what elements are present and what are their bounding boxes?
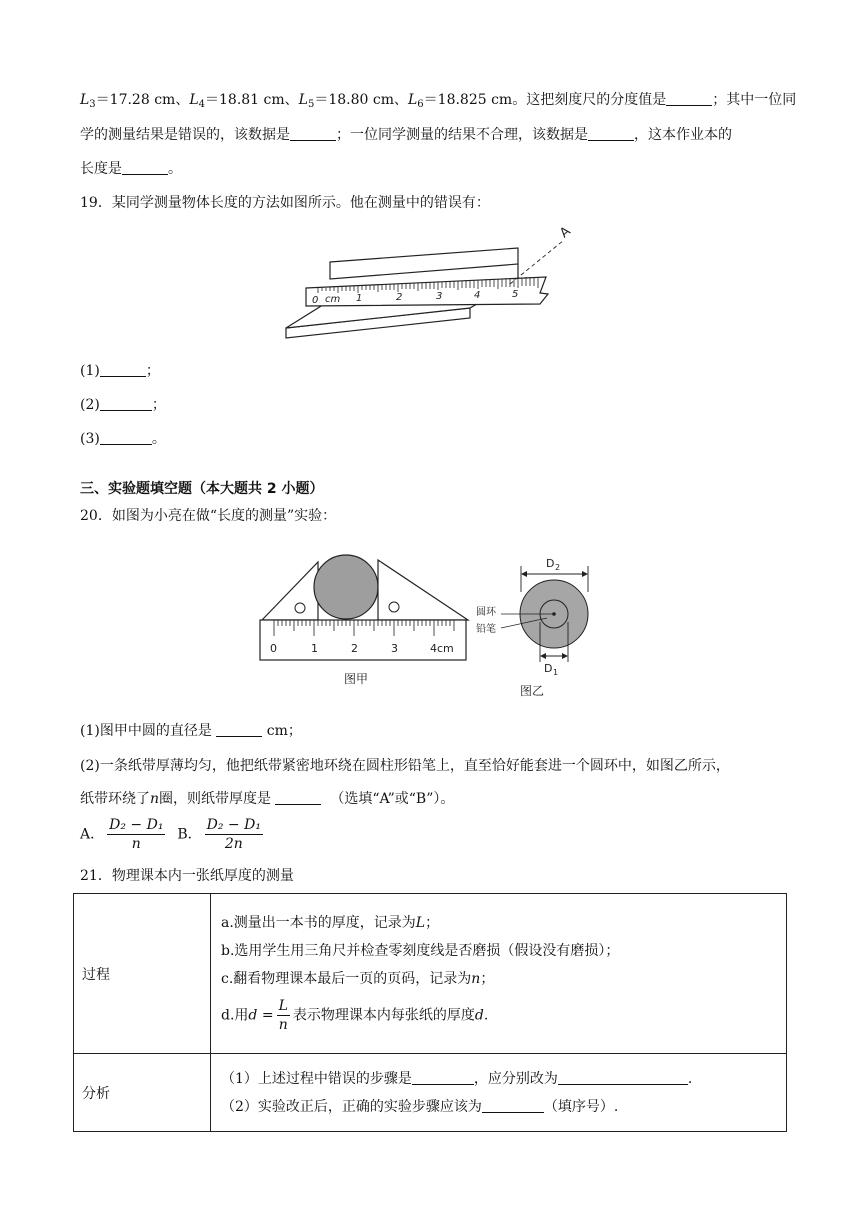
q20-options [80, 816, 266, 853]
q20-figure-b [474, 552, 600, 698]
pencil-label: 铅笔 [476, 624, 496, 635]
answer-blank[interactable] [100, 396, 152, 411]
q20-sub1: (1)图甲中圆的直径是 cm； [80, 723, 302, 739]
step-d-formula: $\frac{L}{n}$ [278, 998, 288, 1033]
d1-label: D [544, 662, 553, 675]
measured-circle [314, 555, 378, 619]
q19-stem: 19．某同学测量物体长度的方法如图所示。他在测量中的错误有： [80, 195, 490, 211]
answer-blank[interactable] [290, 126, 336, 141]
option-b-label: B． [177, 826, 202, 843]
svg-text:1: 1 [553, 668, 559, 677]
q20-figure-a [258, 540, 474, 690]
ruler-label-2: 2 [396, 292, 403, 303]
ruler-label-4cm: 4cm [430, 642, 454, 655]
q18-line-1: $L_3=17.28$ cm、$L_4=18.81$ cm、$L_5=18.80$ cm、$L_6=18.825$ cm。这把刻度尺的分度值是 ；其中一位同 [80, 92, 797, 110]
option-a-formula: $\frac{\text{D₂ − D₁}}{n}$ [109, 817, 164, 852]
row-label-process: 过程 [74, 894, 211, 1054]
q21-table [73, 893, 787, 1132]
step-c: c.翻看物理课本最后一页的页码，记录为n； [221, 971, 495, 987]
answer-blank[interactable] [122, 160, 168, 175]
step-a: a.测量出一本书的厚度，记录为L； [221, 915, 440, 931]
answer-blank[interactable] [412, 1070, 474, 1085]
ruler-label-cm: cm [325, 294, 341, 305]
q19-ruler-figure [278, 222, 574, 342]
row-label-analysis: 分析 [74, 1054, 211, 1132]
q19-answer-2: (2) ； [80, 397, 166, 413]
ruler-label-2: 2 [351, 642, 358, 655]
section-heading: 三、实验题填空题（本大题共 2 小题） [80, 481, 324, 497]
figure-b-caption: 图乙 [520, 684, 545, 698]
answer-blank[interactable] [275, 790, 321, 805]
analysis-2: （2）实验改正后，正确的实验步骤应该为 （填序号）. [221, 1098, 619, 1115]
measured-object [330, 248, 518, 279]
analysis-cell [211, 1054, 787, 1132]
answer-blank[interactable] [100, 430, 152, 445]
q19-answer-3: (3) 。 [80, 431, 166, 447]
option-a-label: A． [80, 826, 105, 843]
analysis-1: （1）上述过程中错误的步骤是 ，应分别改为 . [221, 1070, 693, 1087]
process-cell [211, 894, 787, 1054]
q18-line-3: 长度是 。 [80, 161, 182, 177]
q21-stem: 21．物理课本内一张纸厚度的测量 [80, 868, 294, 884]
ruler-label-4: 4 [474, 290, 481, 301]
ruler-label-1: 1 [356, 293, 363, 304]
answer-blank[interactable] [666, 91, 712, 106]
eye-icon: A [557, 223, 574, 242]
answer-blank[interactable] [588, 126, 634, 141]
q20-sub2-line1: (2)一条纸带厚薄均匀，他把纸带紧密地环绕在圆柱形铅笔上，直至恰好能套进一个圆环中，如图乙所示， [80, 758, 730, 774]
step-d: d.用d = $\frac{L}{n}$ 表示物理课本内每张纸的厚度d. [221, 998, 489, 1033]
figure-a-caption: 图甲 [344, 672, 369, 686]
answer-blank[interactable] [482, 1098, 544, 1113]
step-b: b.选用学生用三角尺并检查零刻度线是否磨损（假设没有磨损）； [221, 943, 620, 959]
option-b-formula: $\frac{\text{D₂ − D₁}}{2n}$ [206, 817, 261, 852]
ruler-label-0: 0 [270, 642, 277, 655]
d2-label: D [546, 557, 555, 570]
ruler-label-0: 0 [312, 295, 319, 306]
svg-text:2: 2 [555, 563, 561, 572]
ruler-label-5: 5 [512, 289, 519, 300]
q20-sub2-line2: 纸带环绕了n圈，则纸带厚度是 （选填“A”或“B”）。 [80, 791, 455, 807]
q18-line-2: 学的测量结果是错误的，该数据是 ；一位同学测量的结果不合理，该数据是 ，这本作业本的 [80, 127, 732, 143]
q19-answer-1: (1) ； [80, 363, 160, 379]
answer-blank[interactable] [216, 722, 262, 737]
ruler-label-1: 1 [311, 642, 318, 655]
ruler-label-3: 3 [436, 291, 443, 302]
q20-stem: 20．如图为小亮在做“长度的测量”实验： [80, 508, 337, 524]
answer-blank[interactable] [100, 362, 146, 377]
ruler-label-3: 3 [391, 642, 398, 655]
ring-label: 圆环 [476, 607, 496, 618]
answer-blank[interactable] [558, 1070, 688, 1085]
